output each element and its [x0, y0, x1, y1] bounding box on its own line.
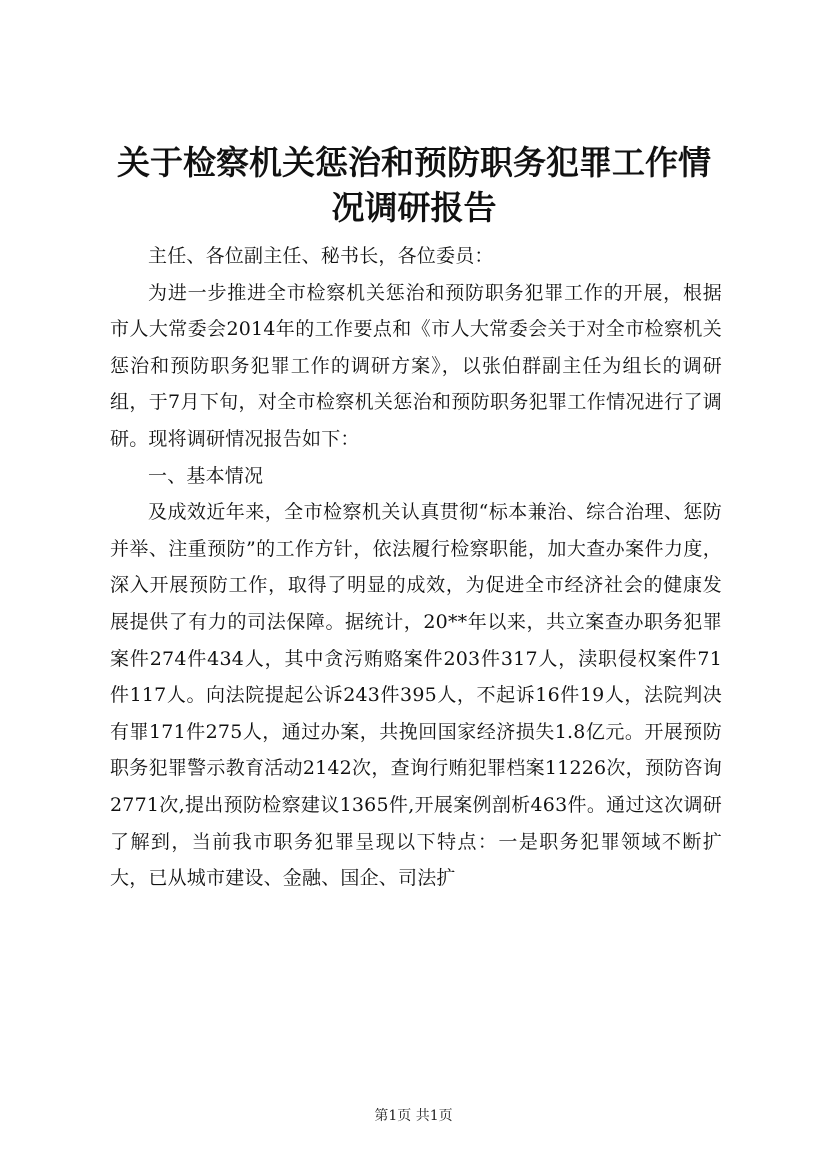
salutation-paragraph: 主任、各位副主任、秘书长，各位委员：	[148, 245, 494, 267]
body-paragraph: 及成效近年来，全市检察机关认真贯彻“标本兼治、综合治理、惩防并举、注重预防”的工作方针，依法履行检察职能，加大查办案件力度，深入开展预防工作，取得了明显的成效，为促进全市经济社会的健康发展提供了有力的司法保障。据统计，20**年以来，共立案查办职务犯罪案件274件434人，其中贪污贿赂案件203件317人，渎职侵权案件71件117人。向法院提起公诉243件395人，不起诉16件19人，法院判决有罪171件275人，通过办案，共挽回国家经济损失1.8亿元。开展预防职务犯罪警示教育活动2142次，查询行贿犯罪档案11226次，预防咨询2771次,提出预防检察建议1365件,开展案例剖析463件。通过这次调研了解到，当前我市职务犯罪呈现以下特点：一是职务犯罪领域不断扩大，已从城市建设、金融、国企、司法扩	[110, 501, 723, 890]
section-heading: 一、基本情况	[148, 464, 264, 487]
page-footer: 第1页 共1页	[374, 1108, 453, 1124]
document-title: 关于检察机关惩治和预防职务犯罪工作情况调研报告	[117, 143, 711, 227]
document-body	[110, 238, 722, 897]
intro-paragraph: 为进一步推进全市检察机关惩治和预防职务犯罪工作的开展，根据市人大常委会2014年的工作要点和《市人大常委会关于对全市检察机关惩治和预防职务犯罪工作的调研方案》，以张伯群副主任为组长的调研组，于7月下旬，对全市检察机关惩治和预防职务犯罪工作情况进行了调研。现将调研情况报告如下：	[110, 281, 722, 450]
